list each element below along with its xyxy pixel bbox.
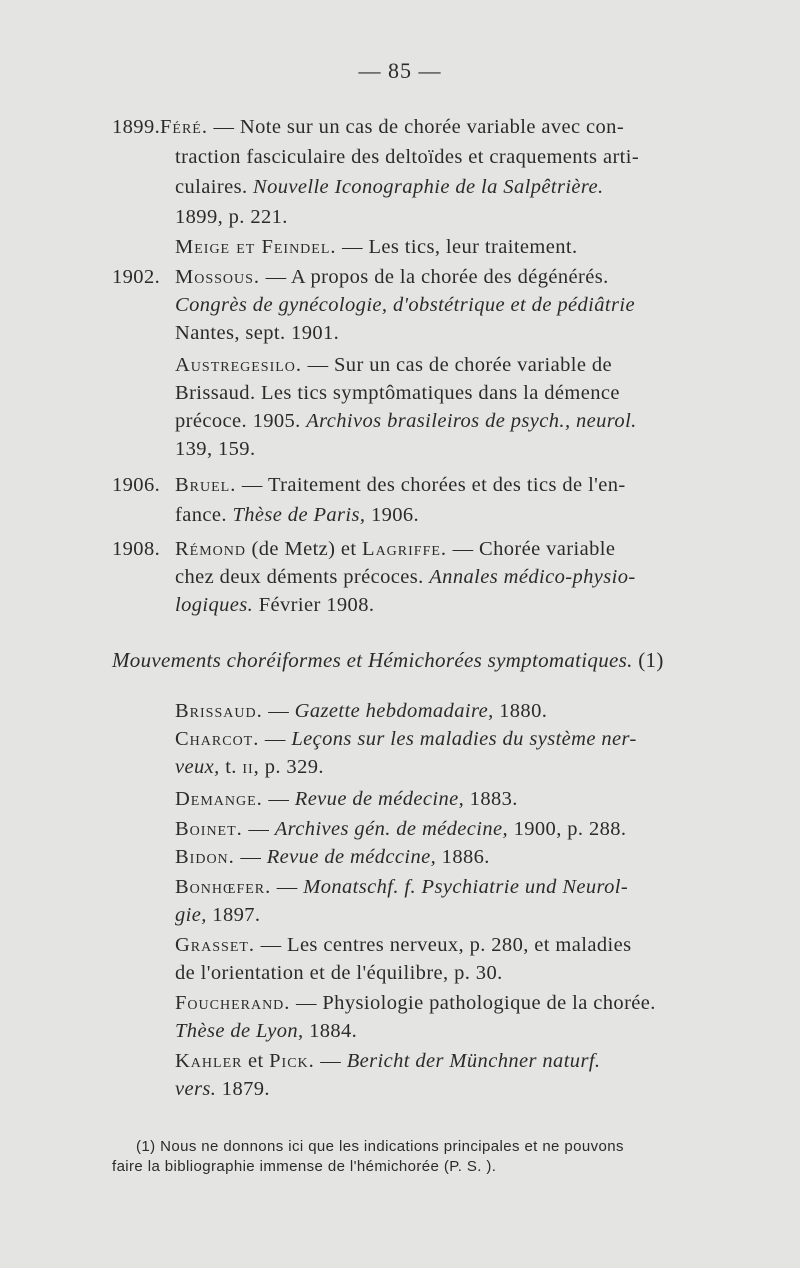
ref-author: Boinet. xyxy=(175,818,243,840)
entry-text: — Sur un cas de chorée variable de xyxy=(302,354,613,376)
ref-text: Les centres nerveux, p. 280, et maladies xyxy=(287,934,632,956)
entry-year: 1902. xyxy=(112,266,161,288)
ref-author: Charcot. xyxy=(175,728,260,750)
ref-text: 1883. xyxy=(464,788,518,810)
entry-line xyxy=(175,410,637,433)
entry-author: Meige et Feindel. xyxy=(175,236,337,258)
entry-text: précoce. 1905. xyxy=(175,410,301,432)
entry-line: Nantes, sept. 1901. xyxy=(175,322,340,344)
entry-year: 1899. xyxy=(112,116,161,138)
entry-author: Bruel. xyxy=(175,474,237,496)
ref-text: et xyxy=(242,1050,270,1072)
entry-line xyxy=(175,294,635,317)
entry-text: 1906. xyxy=(370,504,420,526)
ref-journal: Revue de médecine, xyxy=(294,788,465,810)
entry-line xyxy=(175,538,615,561)
entry-author: Austregesilo. xyxy=(175,354,303,376)
entry-text: — A propos de la chorée des dégénérés. xyxy=(260,266,609,288)
ref-text: 1884. xyxy=(303,1020,358,1042)
ref-text: 1880. xyxy=(493,700,548,722)
entry-line xyxy=(175,504,419,527)
footnote-line: (1) Nous ne donnons ici que les indications principales et ne pouvons xyxy=(136,1138,624,1155)
entry-text: — Chorée variable xyxy=(447,538,616,560)
ref-author: Kahler xyxy=(175,1050,243,1072)
ref-author: Brissaud. xyxy=(175,700,263,722)
section-heading-text: Mouvements choréiformes et Hémichorées symptomatiques. xyxy=(112,648,633,672)
ref-sep: — xyxy=(234,846,267,868)
entry-text: Février 1908. xyxy=(258,594,375,616)
ref-sep: — xyxy=(242,818,275,840)
section-note: (1) xyxy=(638,648,664,672)
entry-line xyxy=(160,116,624,139)
ref-sep: — xyxy=(255,934,288,956)
page-number: — 85 — xyxy=(358,58,442,83)
ref-author: Demange. xyxy=(175,788,263,810)
footnote-line: faire la bibliographie immense de l'hémichorée (P. S. ). xyxy=(112,1158,497,1175)
reference-line xyxy=(175,700,547,723)
ref-author: Bidon. xyxy=(175,846,235,868)
entry-line xyxy=(175,474,626,497)
entry-year: 1906. xyxy=(112,474,161,496)
ref-journal: Gazette hebdomadaire, xyxy=(294,700,494,722)
ref-text: 1886. xyxy=(436,846,490,868)
ref-sep: — xyxy=(262,788,295,810)
entry-journal: Nouvelle Iconographie de la Salpêtrière. xyxy=(253,176,604,198)
ref-journal: veux, xyxy=(175,756,220,778)
ref-text: 1879. xyxy=(216,1078,270,1100)
ref-sep: — xyxy=(262,700,295,722)
ref-journal: Revue de médccine, xyxy=(266,846,437,868)
reference-line xyxy=(175,1078,270,1101)
entry-line xyxy=(175,266,609,289)
section-heading xyxy=(112,648,664,673)
ref-text: , p. 329. xyxy=(253,756,324,778)
ref-sep: — xyxy=(271,876,304,898)
ref-journal: vers. xyxy=(175,1078,217,1100)
entry-line: Brissaud. Les tics symptômatiques dans la démence xyxy=(175,382,620,404)
reference-line xyxy=(175,846,490,869)
reference-line xyxy=(175,756,324,779)
entry-line: 139, 159. xyxy=(175,438,256,460)
entry-line xyxy=(175,594,374,617)
entry-line: traction fasciculaire des deltoïdes et craquements arti- xyxy=(175,146,640,168)
entry-journal: Congrès de gynécologie, d'obstétrique et de pédiâtrie xyxy=(175,294,635,316)
reference-line: de l'orientation et de l'équilibre, p. 30. xyxy=(175,962,503,984)
entry-author: Féré. xyxy=(160,116,208,138)
entry-text: culaires. xyxy=(175,176,248,198)
entry-author: Rémond xyxy=(175,538,247,560)
entry-year: 1908. xyxy=(112,538,161,560)
ref-journal: Bericht der Münchner naturf. xyxy=(346,1050,601,1072)
ref-journal: Thèse de Lyon, xyxy=(175,1020,304,1042)
entry-line xyxy=(175,236,578,259)
entry-journal: logiques. xyxy=(175,594,254,616)
reference-line xyxy=(175,934,631,957)
reference-line xyxy=(175,1020,357,1043)
reference-line xyxy=(175,818,626,841)
ref-author: Grasset. xyxy=(175,934,256,956)
ref-volume: ii xyxy=(242,756,254,778)
entry-text: (de Metz) et xyxy=(246,538,363,560)
entry-line xyxy=(175,176,604,199)
entry-author: Lagriffe. xyxy=(362,538,448,560)
entry-text: fance. xyxy=(175,504,227,526)
entry-author: Mossous. xyxy=(175,266,261,288)
ref-journal: Archives gén. de médecine, xyxy=(274,818,509,840)
reference-line xyxy=(175,1050,600,1073)
entry-text: — Note sur un cas de chorée variable avec con- xyxy=(207,116,625,138)
ref-journal: Monatschf. f. Psychiatrie und Neurol- xyxy=(303,876,629,898)
ref-sep: — xyxy=(259,728,292,750)
ref-text: 1900, p. 288. xyxy=(508,818,627,840)
ref-author: Bonhœfer. xyxy=(175,876,272,898)
reference-line xyxy=(175,788,518,811)
ref-sep: — xyxy=(290,992,323,1014)
entry-journal: Annales médico-physio- xyxy=(429,566,636,588)
ref-author: Pick. xyxy=(269,1050,315,1072)
entry-line xyxy=(175,566,636,589)
reference-line xyxy=(175,992,656,1015)
entry-journal: Thèse de Paris, xyxy=(232,504,366,526)
ref-journal: gie, xyxy=(175,904,207,926)
entry-line: 1899, p. 221. xyxy=(175,206,288,228)
entry-text: chez deux déments précoces. xyxy=(175,566,424,588)
entry-journal: Archivos brasileiros de psych., neurol. xyxy=(306,410,637,432)
ref-journal: Leçons sur les maladies du système ner- xyxy=(291,728,637,750)
reference-line xyxy=(175,728,637,751)
ref-sep: — xyxy=(314,1050,347,1072)
ref-text: 1897. xyxy=(206,904,261,926)
entry-text: — Traitement des chorées et des tics de l'en- xyxy=(236,474,626,496)
ref-author: Foucherand. xyxy=(175,992,291,1014)
reference-line xyxy=(175,904,260,927)
entry-text: — Les tics, leur traitement. xyxy=(336,236,578,258)
reference-line xyxy=(175,876,628,899)
ref-text: Physiologie pathologique de la chorée. xyxy=(322,992,656,1014)
entry-line xyxy=(175,354,612,377)
ref-text: t. xyxy=(219,756,243,778)
